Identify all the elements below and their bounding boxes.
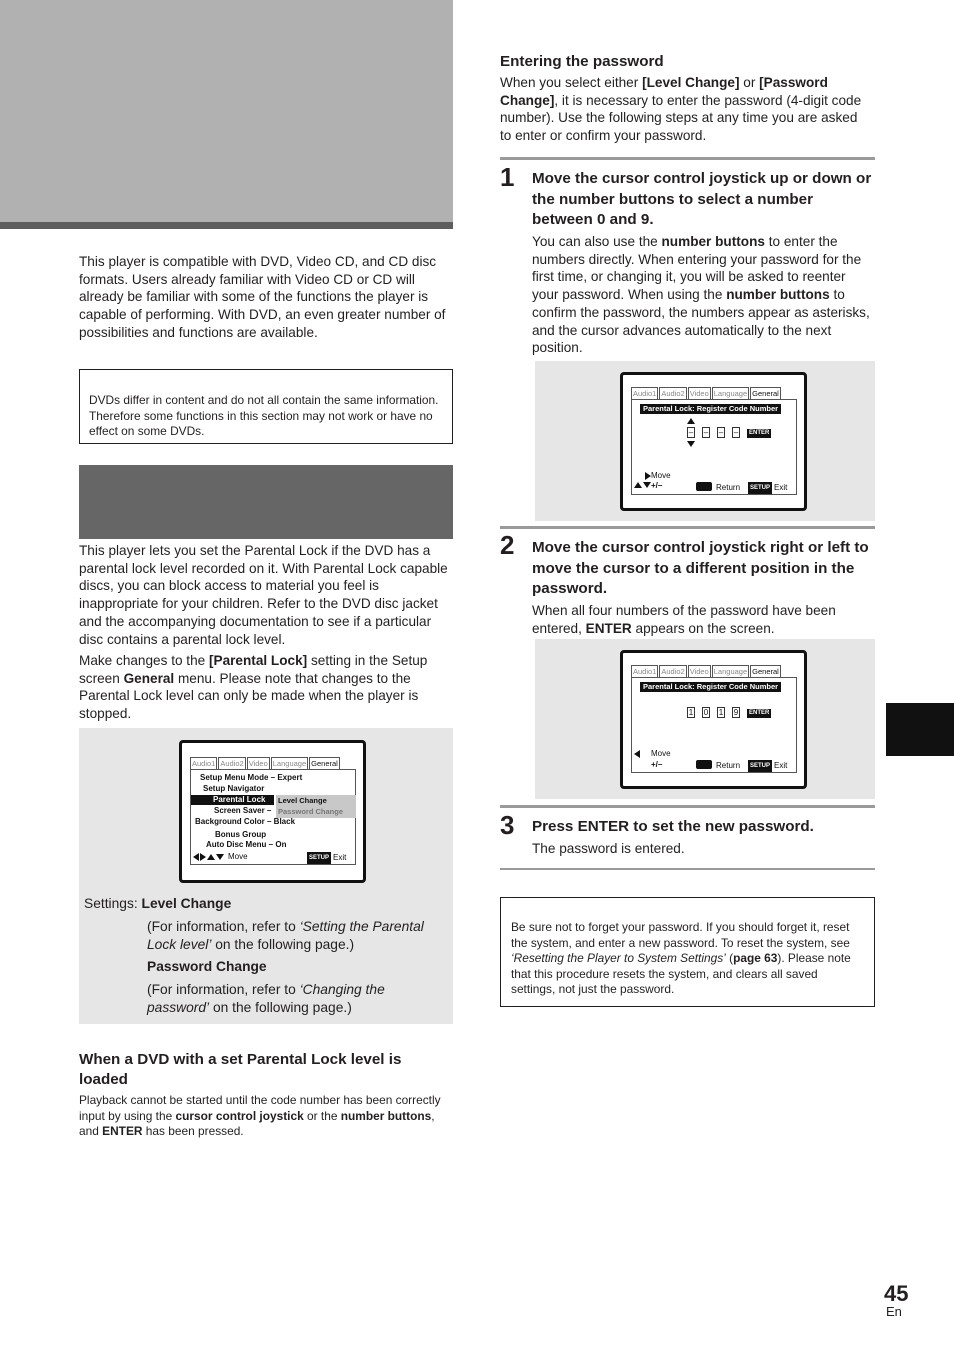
step1-heading: Move the cursor control joystick up or down or the number buttons to select a number between 0 and 9.: [532, 170, 872, 229]
menu-item-setup-mode[interactable]: Setup Menu Mode – Expert: [200, 773, 303, 782]
screen2-move: Move: [651, 749, 671, 758]
up-down-arrows-icon: [634, 482, 651, 488]
up-arrow-icon: [687, 418, 695, 424]
code-digit-3[interactable]: 1: [718, 708, 724, 717]
tab-general[interactable]: General: [311, 759, 338, 768]
page-number: 45: [884, 1281, 909, 1306]
note2-text: Be sure not to forget your password. If you should forget it, reset the system, and enter a new password. To reset the system, see ‘Resetting the Player to System Settings’ (page 63). Please note that this procedure resets the system, and clears all saved settings, not just the password.: [511, 920, 851, 997]
menu-item-bonus-group[interactable]: Bonus Group: [215, 830, 267, 839]
side-section-tab: [886, 703, 954, 756]
setup-button-icon: SETUP: [748, 482, 772, 494]
step2-heading: Move the cursor control joystick right or left to move the cursor to a different position in the password.: [532, 539, 869, 598]
return-icon: [696, 760, 712, 769]
screen2-exit[interactable]: SETUP Exit: [750, 761, 788, 770]
section-bar: [79, 465, 453, 539]
tab-language[interactable]: Language: [713, 667, 748, 676]
enter-indicator: ENTER: [749, 430, 770, 436]
menu-item-setup-navigator[interactable]: Setup Navigator: [203, 784, 265, 793]
left-arrow-icon: [634, 750, 640, 758]
setup-button-icon: SETUP: [748, 760, 772, 772]
parental-para-1: This player lets you set the Parental Lock if the DVD has a parental lock level recorded on it. With Parental Lock capable discs, you can block access to material you feel is inappropriate for your children. Refer to the DVD disc jacket and the accompanying documentation to see if a particular disc contains a parental lock level.: [79, 543, 448, 647]
register-code-screen-1: [620, 372, 807, 511]
header-gray-block: [0, 0, 453, 222]
tab-audio1[interactable]: Audio1: [633, 389, 657, 398]
note-text: DVDs differ in content and do not all contain the same information. Therefore some functions in this section may not work or have no effect on some DVDs.: [89, 393, 439, 439]
screen2-plusminus: +/–: [651, 760, 663, 769]
step3-heading: Press ENTER to set the new password.: [532, 818, 814, 835]
settings-opt1-note: (For information, refer to ‘Setting the Parental Lock level’ on the following page.): [147, 919, 424, 952]
header-rule: [0, 222, 453, 229]
tab-general[interactable]: General: [752, 667, 779, 676]
tab-audio2[interactable]: Audio2: [661, 389, 685, 398]
step3-rule: [500, 805, 875, 808]
step3-number: 3: [500, 810, 515, 840]
code-digit-1[interactable]: –: [688, 428, 694, 437]
steps-end-rule: [500, 868, 875, 870]
screen2-title: Parental Lock: Register Code Number: [640, 682, 781, 692]
tab-audio1[interactable]: Audio1: [192, 759, 216, 768]
menu-item-parental-lock[interactable]: Parental Lock: [191, 795, 274, 805]
settings-opt2: Password Change: [147, 959, 267, 974]
return-icon: [696, 482, 712, 491]
option-level-change[interactable]: Level Change: [278, 796, 327, 805]
down-arrow-icon: [687, 441, 695, 447]
tab-audio2[interactable]: Audio2: [661, 667, 685, 676]
screen1-title: Parental Lock: Register Code Number: [640, 404, 781, 414]
menu-move-label: Move: [228, 852, 248, 861]
tab-language[interactable]: Language: [713, 389, 748, 398]
option-password-change[interactable]: Password Change: [278, 807, 344, 816]
step2-rule: [500, 526, 875, 529]
step1-rule: [500, 157, 875, 160]
settings-label-line: Settings: Level Change: [84, 896, 232, 911]
step2-number: 2: [500, 530, 515, 560]
menu-item-background-color[interactable]: Background Color – Black: [195, 817, 296, 826]
code-digit-4[interactable]: 9: [733, 708, 739, 717]
step3-body: The password is entered.: [532, 841, 685, 856]
step2-body: When all four numbers of the password have been entered, ENTER appears on the screen.: [532, 603, 836, 636]
note-box-dvd-differences: [79, 369, 453, 444]
dvd-set-heading: When a DVD with a set Parental Lock level is loaded: [79, 1051, 402, 1088]
tab-video[interactable]: Video: [689, 667, 709, 676]
joystick-arrows-icon: [193, 853, 224, 861]
general-menu-screen: [179, 740, 366, 883]
register-code-screen-2: [620, 650, 807, 789]
code-digit-3[interactable]: –: [718, 428, 724, 437]
menu-item-screen-saver[interactable]: Screen Saver –: [214, 806, 272, 815]
menu-item-auto-disc-menu[interactable]: Auto Disc Menu – On: [206, 840, 287, 849]
menu-exit[interactable]: SETUP Exit: [309, 853, 347, 862]
step1-body: You can also use the number buttons to enter the numbers directly. When entering your password for the first time, or changing it, you will be asked to reenter your password. When using the number buttons to confirm the password, the numbers appear as asterisks, and the cursor advances automatically to the next position.: [532, 234, 870, 356]
tab-video[interactable]: Video: [689, 389, 709, 398]
dvd-set-text: Playback cannot be started until the code number has been correctly input by using the cursor control joystick or the number buttons, and ENTER has been pressed.: [79, 1093, 441, 1139]
parental-para-2: Make changes to the [Parental Lock] setting in the Setup screen General menu. Please note that changes to the Parental Lock level can only be made when the player is stopped.: [79, 653, 428, 722]
tab-video[interactable]: Video: [248, 759, 268, 768]
enter-indicator: ENTER: [749, 710, 770, 716]
screen2-return[interactable]: Return: [696, 760, 740, 771]
tab-language[interactable]: Language: [272, 759, 307, 768]
note-box-password: [500, 897, 875, 1007]
settings-opt2-note: (For information, refer to ‘Changing the password’ on the following page.): [147, 982, 385, 1015]
screen1-return[interactable]: Return: [696, 482, 740, 493]
screen1-move: Move: [651, 471, 671, 480]
tab-audio1[interactable]: Audio1: [633, 667, 657, 676]
code-digit-2[interactable]: 0: [703, 708, 709, 717]
tab-general[interactable]: General: [752, 389, 779, 398]
code-digit-1[interactable]: 1: [688, 708, 694, 717]
page-language: En: [886, 1304, 902, 1319]
password-intro: When you select either [Level Change] or [Password Change], it is necessary to enter the password (4-digit code number). Use the following steps at any time you are asked to enter or confirm your password.: [500, 75, 862, 144]
tab-audio2[interactable]: Audio2: [220, 759, 244, 768]
password-heading: Entering the password: [500, 53, 664, 70]
code-digit-2[interactable]: –: [703, 428, 709, 437]
screen1-plusminus: +/–: [651, 481, 663, 490]
step1-number: 1: [500, 162, 515, 192]
code-digit-4[interactable]: –: [733, 428, 739, 437]
screen1-exit[interactable]: SETUP Exit: [750, 483, 788, 492]
setup-button-icon: SETUP: [307, 852, 331, 864]
intro-paragraph: This player is compatible with DVD, Video CD, and CD disc formats. Users already familiar with Video CD or CD will already be familiar with some of the functions the player is capable of performing. With DVD, an even greater number of possibilities and functions are available.: [79, 254, 446, 340]
